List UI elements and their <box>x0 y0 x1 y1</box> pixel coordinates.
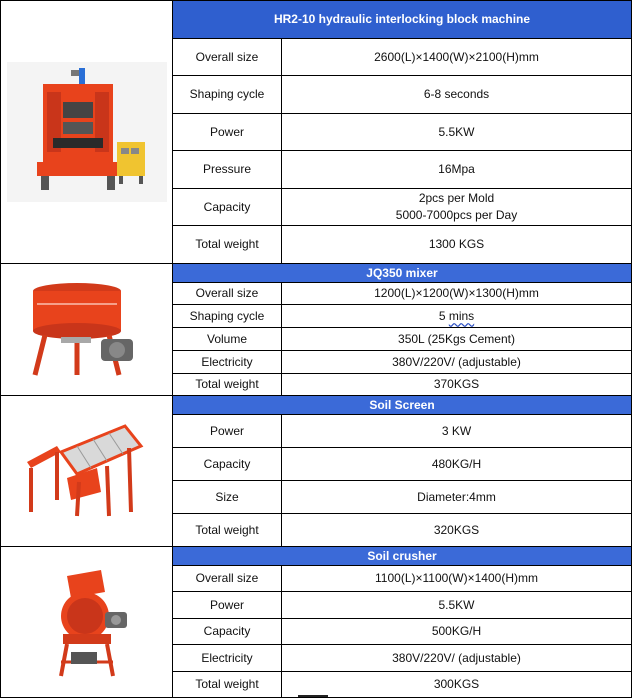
row-value <box>282 305 632 328</box>
row-value: 1100(L)×1100(W)×1400(H)mm <box>282 566 632 592</box>
capacity-per-day: 5000-7000pcs per Day <box>395 208 518 222</box>
section-title-mixer: JQ350 mixer <box>173 264 632 283</box>
row-value: 380V/220V/ (adjustable) <box>282 351 632 374</box>
row-label: Capacity <box>173 448 282 481</box>
row-value: 16Mpa <box>282 151 632 189</box>
row-label: Power <box>173 592 282 619</box>
row-label: Total weight <box>173 514 282 547</box>
row-value: Diameter:4mm <box>282 481 632 514</box>
row-label: Pressure <box>173 151 282 189</box>
soil-crusher-image-cell <box>1 547 173 698</box>
row-label: Overall size <box>173 566 282 592</box>
section-header-block-machine <box>1 1 632 39</box>
scroll-indicator <box>298 695 328 697</box>
shaping-cycle-unit: mins <box>448 308 475 323</box>
row-value: 2600(L)×1400(W)×2100(H)mm <box>282 39 632 76</box>
row-value: 1200(L)×1200(W)×1300(H)mm <box>282 283 632 305</box>
row-value: 1300 KGS <box>282 226 632 264</box>
section-title-block-machine: HR2-10 hydraulic interlocking block machine <box>173 1 632 39</box>
capacity-per-mold: 2pcs per Mold <box>418 191 495 205</box>
section-title-soil-crusher: Soil crusher <box>173 547 632 566</box>
row-label: Size <box>173 481 282 514</box>
row-label: Shaping cycle <box>173 305 282 328</box>
row-label: Overall size <box>173 39 282 76</box>
row-value-multiline <box>282 189 632 226</box>
soil-screen-image-cell <box>1 396 173 547</box>
row-value: 480KG/H <box>282 448 632 481</box>
soil-screen-icon <box>17 416 157 526</box>
row-label: Power <box>173 114 282 151</box>
row-label: Total weight <box>173 226 282 264</box>
row-label: Total weight <box>173 672 282 698</box>
row-value: 300KGS <box>282 672 632 698</box>
row-value: 5.5KW <box>282 114 632 151</box>
row-value: 370KGS <box>282 374 632 396</box>
row-value: 5.5KW <box>282 592 632 619</box>
block-machine-image-cell <box>1 1 173 264</box>
row-value: 3 KW <box>282 415 632 448</box>
row-label: Volume <box>173 328 282 351</box>
section-header-mixer <box>1 264 632 283</box>
row-label: Capacity <box>173 189 282 226</box>
row-label: Total weight <box>173 374 282 396</box>
row-value: 6-8 seconds <box>282 76 632 114</box>
soil-crusher-icon <box>27 562 147 682</box>
row-label: Electricity <box>173 645 282 672</box>
row-value: 350L (25Kgs Cement) <box>282 328 632 351</box>
mixer-image-cell <box>1 264 173 396</box>
shaping-cycle-number: 5 <box>438 308 449 323</box>
row-value: 380V/220V/ (adjustable) <box>282 645 632 672</box>
section-header-soil-screen <box>1 396 632 415</box>
row-label: Power <box>173 415 282 448</box>
section-header-soil-crusher <box>1 547 632 566</box>
section-title-soil-screen: Soil Screen <box>173 396 632 415</box>
block-machine-icon <box>7 62 167 202</box>
row-value: 500KG/H <box>282 619 632 645</box>
row-label: Shaping cycle <box>173 76 282 114</box>
mixer-icon <box>17 275 157 385</box>
row-value: 320KGS <box>282 514 632 547</box>
row-label: Overall size <box>173 283 282 305</box>
row-label: Capacity <box>173 619 282 645</box>
row-label: Electricity <box>173 351 282 374</box>
